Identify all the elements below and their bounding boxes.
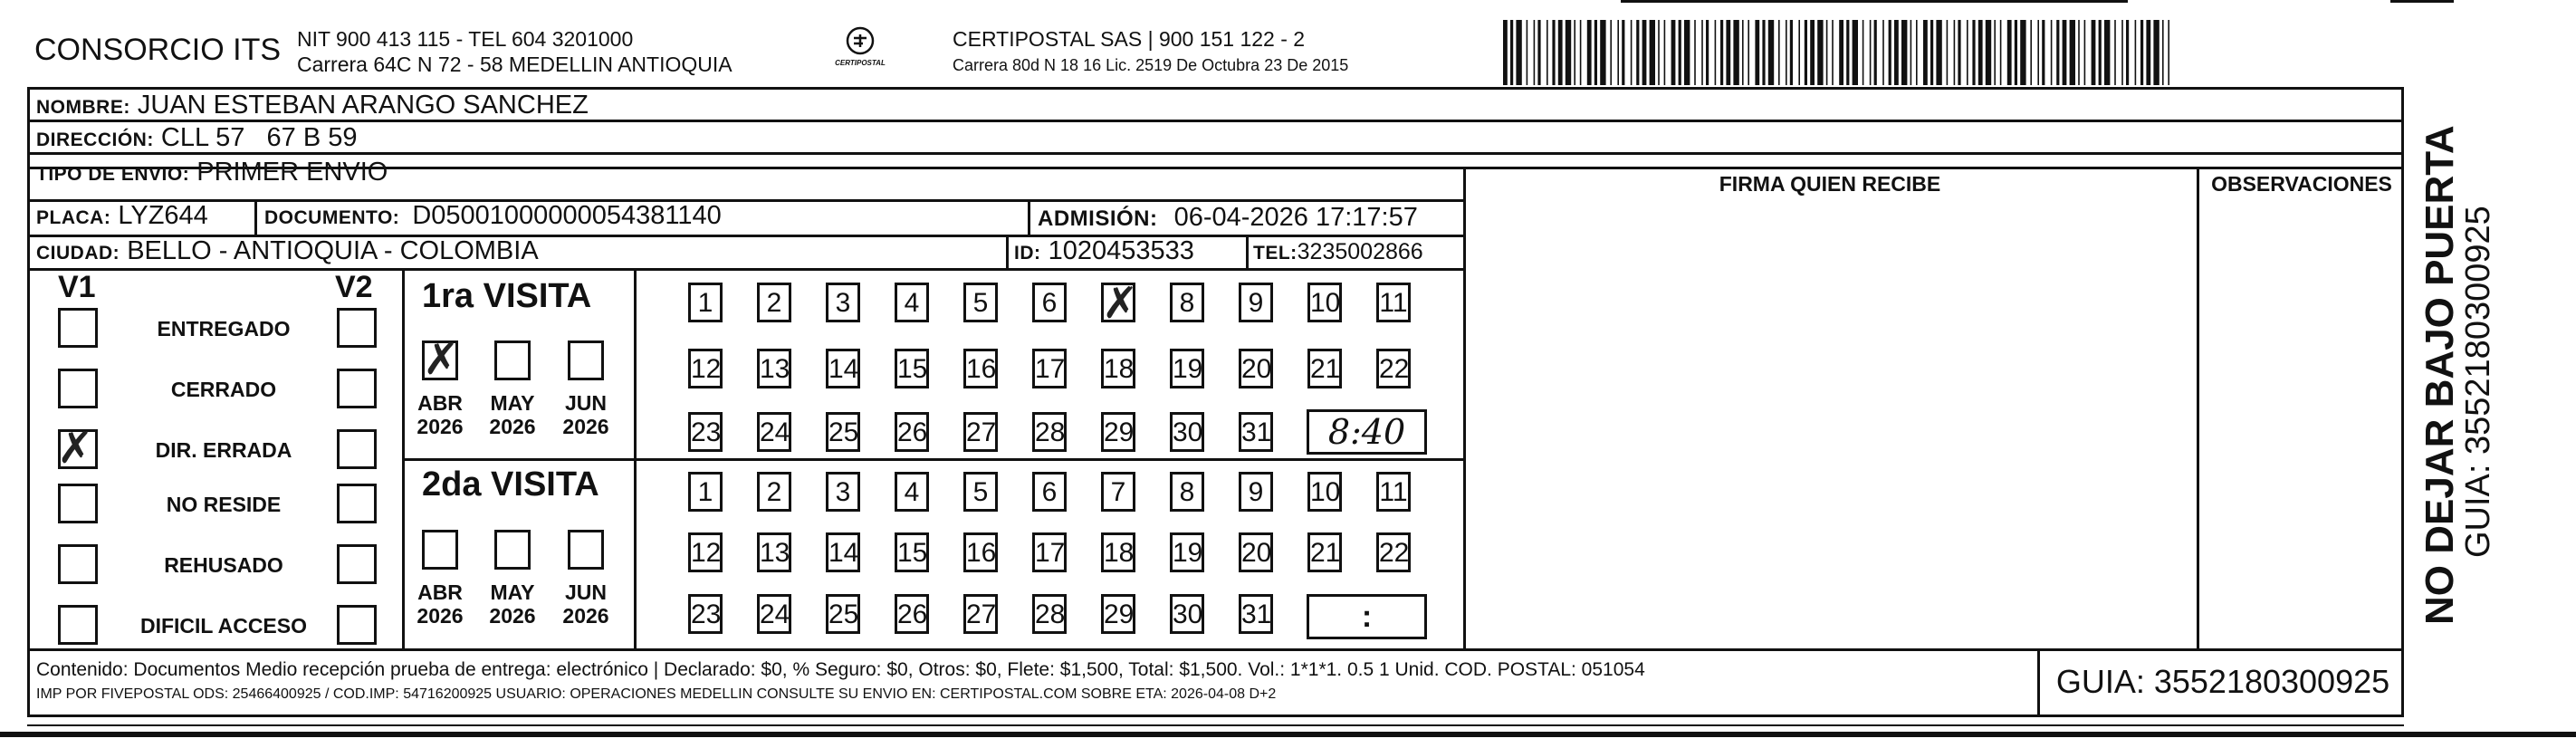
direccion-label: DIRECCIÓN:: [36, 129, 154, 150]
day-checkbox[interactable]: 2: [757, 283, 791, 322]
day-checkbox[interactable]: 28: [1032, 412, 1067, 452]
nombre-label: NOMBRE:: [36, 97, 130, 118]
day-checkbox[interactable]: [1101, 278, 1139, 329]
day-checkbox[interactable]: 7: [1101, 472, 1135, 512]
day-checkbox[interactable]: 15: [895, 532, 929, 572]
courier-name: CERTIPOSTAL SAS | 900 151 122 - 2: [953, 27, 1306, 51]
tipo-envio-label: TIPO DE ENVIO:: [36, 164, 190, 185]
month-label: [408, 391, 472, 439]
day-checkbox[interactable]: 10: [1307, 472, 1342, 512]
month-name: MAY: [490, 580, 535, 604]
barcode: [1503, 20, 2179, 85]
day-checkbox[interactable]: 22: [1376, 532, 1411, 572]
day-checkbox[interactable]: 15: [895, 349, 929, 388]
v1-checkbox[interactable]: [58, 308, 98, 348]
check-mark: ✗: [423, 334, 460, 385]
v1-checkbox[interactable]: [58, 544, 98, 584]
side-warning: NO DEJAR BAJO PUERTA: [2418, 125, 2462, 625]
day-checkbox[interactable]: 17: [1032, 349, 1067, 388]
day-checkbox[interactable]: 3: [826, 283, 860, 322]
month-name: ABR: [417, 391, 463, 415]
sender-nit-tel: NIT 900 413 115 - TEL 604 3201000: [297, 27, 634, 51]
day-checkbox[interactable]: 2: [757, 472, 791, 512]
month-name: MAY: [490, 391, 535, 415]
month-label: [554, 580, 618, 628]
day-checkbox[interactable]: 6: [1032, 283, 1067, 322]
month-year: 2026: [489, 415, 536, 439]
documento-value: D05001000000054381140: [412, 201, 722, 230]
v1-checkbox[interactable]: [58, 369, 98, 408]
day-checkbox[interactable]: 11: [1376, 283, 1411, 322]
day-checkbox[interactable]: 1: [688, 283, 723, 322]
day-checkbox[interactable]: 26: [895, 594, 929, 634]
day-checkbox[interactable]: 21: [1307, 349, 1342, 388]
status-label: ENTREGADO: [157, 317, 291, 340]
v2-checkbox[interactable]: [337, 544, 377, 584]
day-checkbox[interactable]: 23: [688, 412, 723, 452]
month-checkbox[interactable]: [494, 340, 531, 380]
month-checkbox[interactable]: [568, 340, 604, 380]
v1-header: V1: [58, 270, 96, 304]
tipo-envio-value: PRIMER ENVIO: [196, 158, 388, 187]
month-label: [481, 580, 544, 628]
nombre-value: JUAN ESTEBAN ARANGO SANCHEZ: [137, 91, 589, 120]
tel-field: [1253, 241, 1423, 264]
id-value: 1020453533: [1048, 236, 1194, 265]
status-label: DIFICIL ACCESO: [139, 614, 307, 638]
day-checkbox[interactable]: 30: [1170, 412, 1204, 452]
day-checkbox[interactable]: 11: [1376, 472, 1411, 512]
day-checkbox[interactable]: 29: [1101, 412, 1135, 452]
check-mark: ✗: [1102, 278, 1139, 329]
day-checkbox[interactable]: 31: [1239, 594, 1273, 634]
day-checkbox[interactable]: 5: [963, 283, 998, 322]
day-checkbox[interactable]: 17: [1032, 532, 1067, 572]
month-year: 2026: [417, 604, 464, 628]
day-checkbox[interactable]: 27: [963, 594, 998, 634]
direccion-value: CLL 57 67 B 59: [160, 123, 358, 152]
admision-value: 06-04-2026 17:17:57: [1173, 203, 1418, 232]
day-checkbox[interactable]: 26: [895, 412, 929, 452]
id-field: [1014, 238, 1194, 264]
day-checkbox[interactable]: 3: [826, 472, 860, 512]
day-checkbox[interactable]: 14: [826, 349, 860, 388]
day-checkbox[interactable]: 23: [688, 594, 723, 634]
day-checkbox[interactable]: 1: [688, 472, 723, 512]
day-checkbox[interactable]: 25: [826, 412, 860, 452]
v2-checkbox[interactable]: [337, 369, 377, 408]
check-mark: ✗: [57, 423, 94, 474]
day-checkbox[interactable]: 12: [688, 349, 723, 388]
day-checkbox[interactable]: 8: [1170, 283, 1204, 322]
day-checkbox[interactable]: 16: [963, 349, 998, 388]
ciudad-label: CIUDAD:: [36, 243, 120, 264]
month-year: 2026: [562, 415, 609, 439]
nombre-field: [36, 92, 589, 119]
status-label: CERRADO: [170, 378, 277, 401]
month-label: [554, 391, 618, 439]
status-label: DIR. ERRADA: [155, 438, 292, 462]
day-checkbox[interactable]: 9: [1239, 472, 1273, 512]
v1-checkbox[interactable]: [58, 605, 98, 645]
day-checkbox[interactable]: 30: [1170, 594, 1204, 634]
month-checkbox[interactable]: [422, 530, 458, 570]
day-checkbox[interactable]: 21: [1307, 532, 1342, 572]
status-label: REHUSADO: [164, 553, 283, 577]
top-rule: [1621, 0, 2128, 3]
observaciones-label: OBSERVACIONES: [2211, 172, 2392, 196]
month-label: [408, 580, 472, 628]
month-year: 2026: [489, 604, 536, 628]
visit2-time-box[interactable]: [1307, 594, 1427, 639]
day-checkbox[interactable]: 5: [963, 472, 998, 512]
day-checkbox[interactable]: 16: [963, 532, 998, 572]
visit1-time-box[interactable]: [1307, 409, 1427, 455]
month-name: ABR: [417, 580, 463, 604]
v2-header: V2: [335, 270, 373, 304]
direccion-field: [36, 125, 358, 151]
month-checkbox[interactable]: [494, 530, 531, 570]
certipostal-logo-text: CERTIPOSTAL: [835, 59, 886, 67]
v2-checkbox[interactable]: [337, 605, 377, 645]
month-year: 2026: [562, 604, 609, 628]
v1-checkbox[interactable]: [58, 484, 98, 523]
day-checkbox[interactable]: 8: [1170, 472, 1204, 512]
certipostal-logo-mark: [842, 25, 878, 56]
placa-label: PLACA:: [36, 207, 111, 228]
tel-label: TEL:: [1253, 243, 1298, 264]
month-checkbox[interactable]: [422, 334, 460, 385]
day-checkbox[interactable]: 29: [1101, 594, 1135, 634]
status-label: NO RESIDE: [166, 493, 282, 516]
month-name: JUN: [564, 580, 607, 604]
day-checkbox[interactable]: 13: [757, 349, 791, 388]
month-checkbox[interactable]: [568, 530, 604, 570]
day-checkbox[interactable]: 19: [1170, 349, 1204, 388]
day-checkbox[interactable]: 25: [826, 594, 860, 634]
sender-address: Carrera 64C N 72 - 58 MEDELLIN ANTIOQUIA: [297, 53, 733, 76]
visit1-title: 1ra VISITA: [422, 277, 592, 315]
top-rule-right: [2390, 0, 2454, 3]
documento-field: [264, 203, 722, 229]
day-checkbox[interactable]: 18: [1101, 532, 1135, 572]
admision-field: [1038, 205, 1418, 231]
footer-guia: GUIA: 3552180300925: [2055, 663, 2390, 700]
day-checkbox[interactable]: 27: [963, 412, 998, 452]
documento-label: DOCUMENTO:: [264, 207, 400, 228]
v1-checkbox[interactable]: [57, 423, 98, 474]
sender-company: CONSORCIO ITS: [34, 33, 282, 67]
month-name: JUN: [564, 391, 607, 415]
day-checkbox[interactable]: 4: [895, 472, 929, 512]
day-checkbox[interactable]: 12: [688, 532, 723, 572]
ciudad-field: [36, 238, 539, 264]
certipostal-logo: [815, 25, 905, 67]
v2-checkbox[interactable]: [337, 484, 377, 523]
day-checkbox[interactable]: 24: [757, 412, 791, 452]
day-checkbox[interactable]: 19: [1170, 532, 1204, 572]
month-year: 2026: [417, 415, 464, 439]
day-checkbox[interactable]: 18: [1101, 349, 1135, 388]
day-checkbox[interactable]: 20: [1239, 532, 1273, 572]
day-checkbox[interactable]: 9: [1239, 283, 1273, 322]
day-checkbox[interactable]: 10: [1307, 283, 1342, 322]
bottom-rule: [0, 732, 2576, 737]
visit1-time: 8:40: [1327, 412, 1406, 452]
day-checkbox[interactable]: 13: [757, 532, 791, 572]
day-checkbox[interactable]: 31: [1239, 412, 1273, 452]
day-checkbox[interactable]: 24: [757, 594, 791, 634]
day-checkbox[interactable]: 20: [1239, 349, 1273, 388]
firma-label: FIRMA QUIEN RECIBE: [1719, 172, 1941, 196]
ciudad-value: BELLO - ANTIOQUIA - COLOMBIA: [127, 236, 539, 265]
day-checkbox[interactable]: 22: [1376, 349, 1411, 388]
courier-license: Carrera 80d N 18 16 Lic. 2519 De Octubra 23 De 2015: [953, 56, 1349, 74]
day-checkbox[interactable]: 14: [826, 532, 860, 572]
visit2-time: :: [1361, 599, 1373, 634]
side-guia: GUIA: 3552180300925: [2459, 206, 2497, 558]
tipo-envio-field: [36, 159, 388, 186]
placa-field: [36, 203, 208, 229]
v2-checkbox[interactable]: [337, 429, 377, 469]
day-checkbox[interactable]: 6: [1032, 472, 1067, 512]
visit2-title: 2da VISITA: [422, 465, 599, 503]
day-checkbox[interactable]: 28: [1032, 594, 1067, 634]
footer-imp: IMP POR FIVEPOSTAL ODS: 25466400925 / COD.IMP: 54716200925 USUARIO: OPERACIONES MEDELLIN CONSULTE SU ENVIO EN: CERTIPOSTAL.COM SOBRE ETA: 2026-04-08 D+2: [36, 686, 1277, 702]
id-label: ID:: [1014, 243, 1041, 264]
admision-label: ADMISIÓN:: [1038, 206, 1158, 231]
tel-value: 3235002866: [1297, 239, 1423, 264]
placa-value: LYZ644: [118, 201, 208, 230]
month-label: [481, 391, 544, 439]
v2-checkbox[interactable]: [337, 308, 377, 348]
bottom-rule-thin: [27, 724, 2404, 726]
day-checkbox[interactable]: 4: [895, 283, 929, 322]
footer-content: Contenido: Documentos Medio recepción prueba de entrega: electrónico | Declarado: $0, % Seguro: $0, Otros: $0, Flete: $1,500, Total: $1,500. Vol.: 1*1*1. 0.5 1 Unid. COD. POSTAL: 051054: [36, 659, 1645, 680]
